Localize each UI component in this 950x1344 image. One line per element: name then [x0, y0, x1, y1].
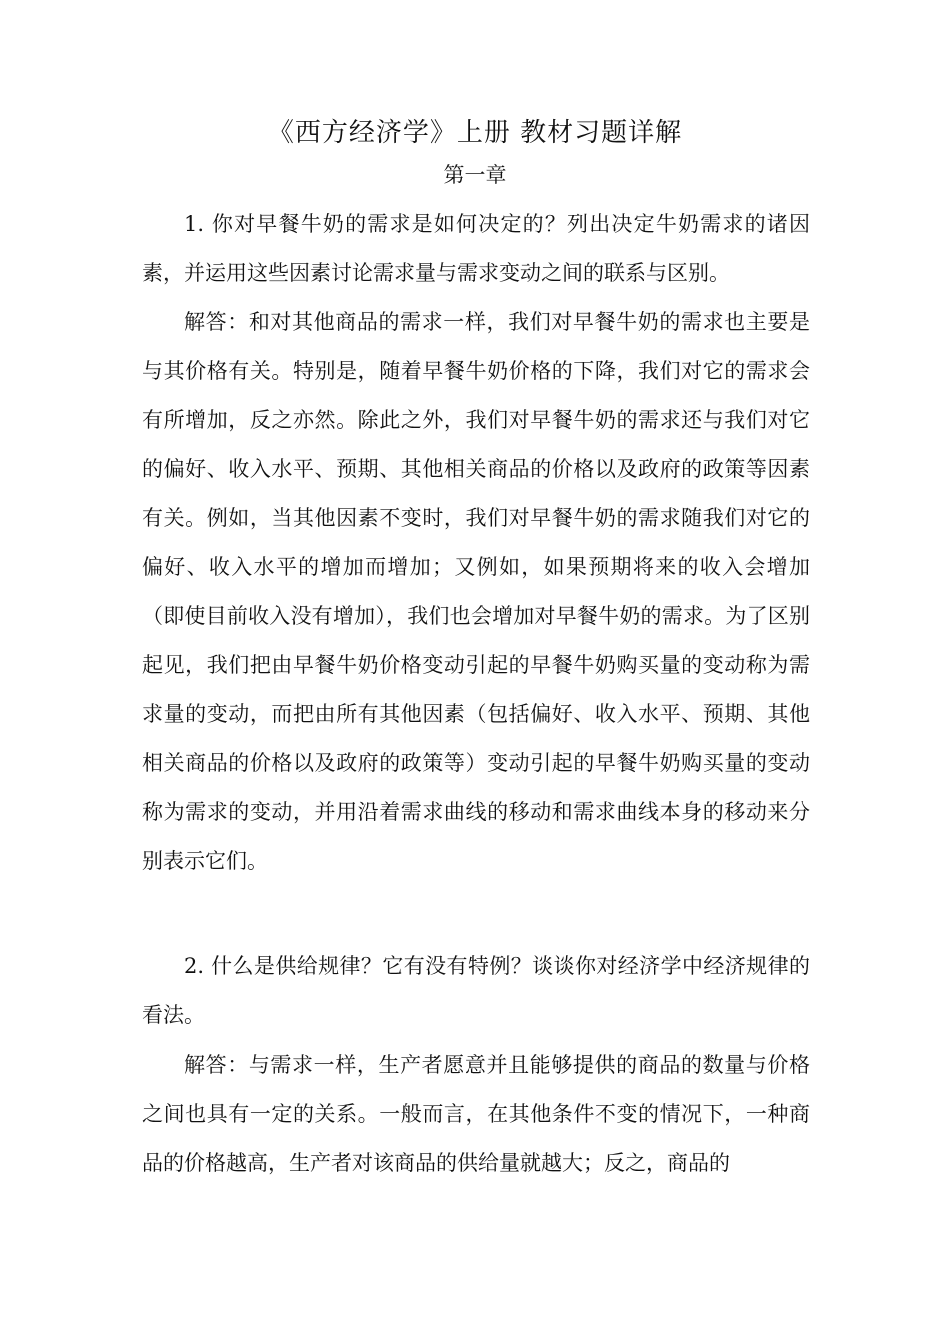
question-1: 1. 你对早餐牛奶的需求是如何决定的？列出决定牛奶需求的诸因素，并运用这些因素讨论需求量与需求变动之间的联系与区别。 [142, 212, 810, 285]
answer-2: 解答：与需求一样，生产者愿意并且能够提供的商品的数量与价格之间也具有一定的关系。一般而言，在其他条件不变的情况下，一种商品的价格越高，生产者对该商品的供给量就越大；反之，商品的 [142, 1053, 810, 1175]
document-title: 《西方经济学》上册 教材习题详解 [267, 118, 683, 148]
answer-1: 解答：和对其他商品的需求一样，我们对早餐牛奶的需求也主要是与其价格有关。特别是，随着早餐牛奶价格的下降，我们对它的需求会有所增加，反之亦然。除此之外，我们对早餐牛奶的需求还与我们对它的偏好、收入水平、预期、其他相关商品的价格以及政府的政策等因素有关。例如，当其他因素不变时，我们对早餐牛奶的需求随我们对它的偏好、收入水平的增加而增加；又例如，如果预期将来的收入会增加（即使目前收入没有增加），我们也会增加对早餐牛奶的需求。为了区别起见，我们把由早餐牛奶价格变动引起的早餐牛奶购买量的变动称为需求量的变动，而把由所有其他因素（包括偏好、收入水平、预期、其他相关商品的价格以及政府的政策等）变动引起的早餐牛奶购买量的变动称为需求的变动，并用沿着需求曲线的移动和需求曲线本身的移动来分别表示它们。 [142, 310, 810, 873]
chapter-heading: 第一章 [443, 163, 507, 187]
question-2: 2. 什么是供给规律？它有没有特例？谈谈你对经济学中经济规律的看法。 [142, 954, 810, 1027]
